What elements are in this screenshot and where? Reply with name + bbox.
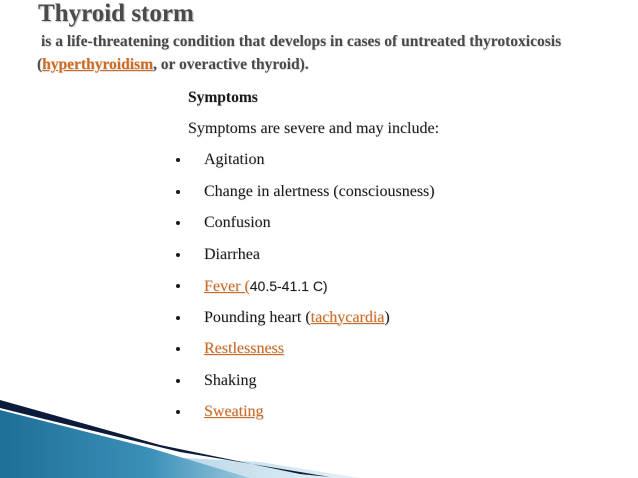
subtitle-rest: , or overactive thyroid). bbox=[152, 56, 309, 73]
symptom-text: Confusion bbox=[204, 214, 271, 231]
list-item bbox=[170, 213, 435, 245]
fever-link[interactable] bbox=[204, 278, 250, 295]
bullet-icon bbox=[176, 158, 180, 162]
symptom-text: Diarrhea bbox=[204, 245, 260, 263]
bullet-icon bbox=[176, 190, 180, 194]
bullet-icon bbox=[176, 316, 180, 320]
fever-link-paren: ( bbox=[244, 278, 250, 295]
symptoms-intro: Symptoms are severe and may include: bbox=[188, 120, 440, 137]
bullet-icon bbox=[176, 379, 180, 383]
symptom-suffix: ) bbox=[384, 308, 390, 326]
sweating-link[interactable]: Sweating bbox=[204, 403, 264, 420]
symptom-text: Shaking bbox=[204, 371, 257, 389]
section-heading: Symptoms bbox=[188, 89, 258, 106]
slide-subtitle bbox=[37, 30, 627, 76]
fever-link-label: Fever bbox=[204, 278, 245, 295]
symptom-text: Agitation bbox=[204, 151, 265, 168]
subtitle-line-1: is a life-threatening condition that develops in cases of untreated thyrotoxicosis bbox=[41, 33, 562, 50]
symptom-text: Change in alertness (consciousness) bbox=[204, 182, 435, 200]
hyperthyroidism-link[interactable]: hyperthyroidism bbox=[42, 56, 153, 73]
bullet-icon bbox=[176, 284, 180, 288]
restlessness-link[interactable]: Restlessness bbox=[204, 340, 284, 357]
bullet-icon bbox=[176, 253, 180, 257]
fever-temperature-note: 40.5-41.1 C) bbox=[249, 278, 328, 294]
bullet-icon bbox=[176, 410, 180, 414]
list-item bbox=[170, 245, 435, 277]
list-item bbox=[170, 150, 435, 182]
bullet-icon bbox=[176, 347, 180, 351]
slide-title: Thyroid storm bbox=[38, 0, 194, 27]
symptom-list bbox=[170, 150, 435, 434]
subtitle-line-2 bbox=[37, 53, 627, 76]
list-item bbox=[170, 402, 435, 434]
list-item bbox=[170, 276, 435, 308]
list-item bbox=[170, 371, 435, 403]
subtitle-open-paren: ( bbox=[37, 56, 43, 73]
symptom-text: Pounding heart ( bbox=[204, 308, 311, 326]
list-item bbox=[170, 308, 435, 340]
list-item bbox=[170, 339, 435, 371]
list-item bbox=[170, 182, 435, 214]
tachycardia-link[interactable]: tachycardia bbox=[310, 308, 385, 326]
bullet-icon bbox=[176, 221, 180, 225]
